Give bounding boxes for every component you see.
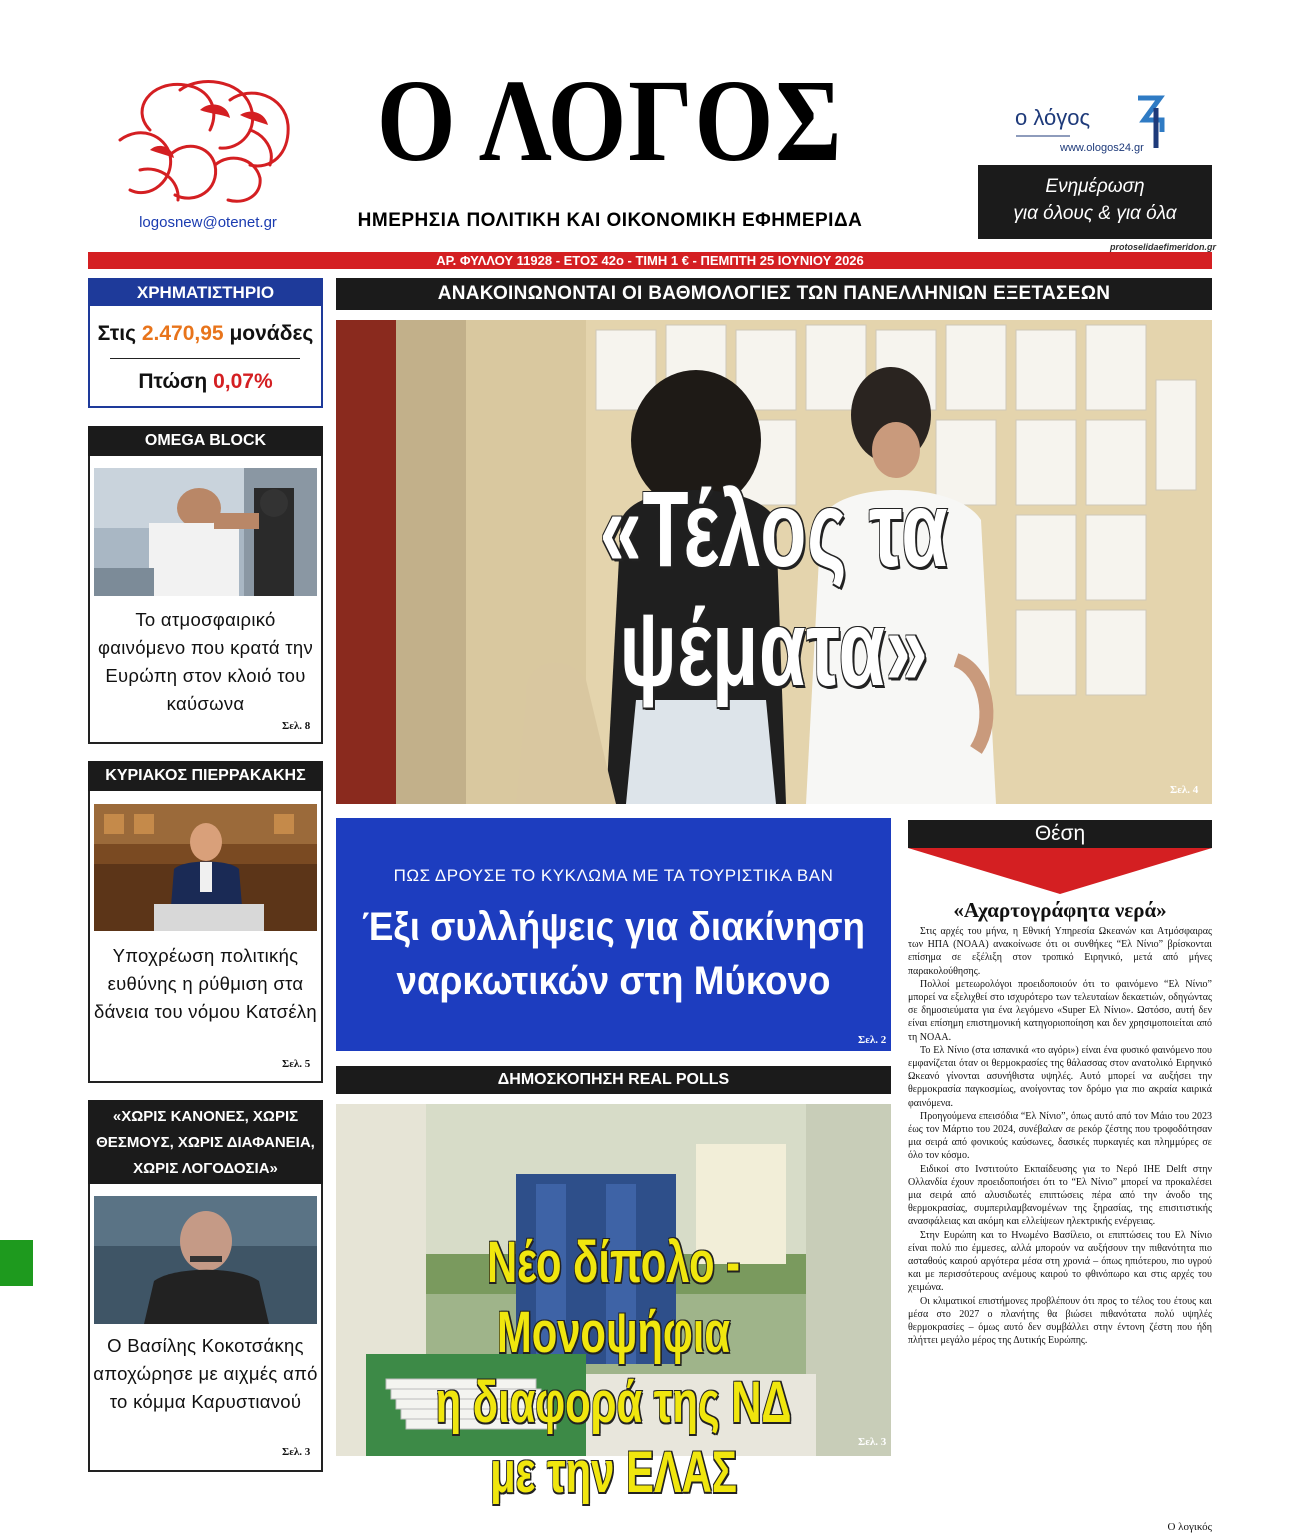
green-edge-tab: [0, 1240, 33, 1286]
tagline-line-1: Ενημέρωση: [1045, 176, 1145, 197]
poll-story-page: Σελ. 3: [858, 1436, 887, 1448]
newspaper-emblem: [110, 70, 300, 210]
stock-change-value: 0,07%: [213, 370, 273, 393]
opinion-paragraph: Στην Ευρώπη και το Ηνωμένο Βασίλειο, οι επιπτώσεις του Ελ Νίνιο είναι πολύ πιο έμμεσες, αλλά μπορούν να αυξήσουν την πιθανότητα πιο ασταθούς καιρού αργότερα μέσα στη χρονιά – όπως ηπιότερου, πιο υγρού και με περισσότερους ανέμους καιρού το φθινόπωρο και στις αρχές του χειμώνα.: [908, 1229, 1212, 1294]
blue-story-headline-line-2: ναρκωτικών στη Μύκονο: [396, 959, 831, 1003]
stock-index-line: [90, 322, 321, 346]
stock-index-value: 2.470,95: [141, 322, 224, 345]
opinion-paragraph: Στις αρχές του μήνα, η Εθνική Υπηρεσία Ωκεανών και Ατμόσφαιρας των ΗΠΑ (NOAA) ανακοίνωσε ότι οι συνθήκες “Ελ Νίνιο” βρίσκονται επίσημα σε εξέλιξη στον τροπικό Ειρηνικό, μετά από μήνες παρακολούθησης.: [908, 926, 1212, 977]
side-story-3-heading-line-2: ΘΕΣΜΟΥΣ, ΧΩΡΙΣ ΔΙΑΦΑΝΕΙΑ,: [96, 1134, 315, 1151]
opinion-paragraph: Ειδικοί στο Ινστιτούτο Εκπαίδευσης για το Νερό IHE Delft στην Ολλανδία έχουν προειδοποιήσει ότι το “Ελ Νίνιο” μπορεί να προκαλέσει μια σειρά από αλυσιδωτές επιπτώσεις πέρα από την άνοδο της θερμοκρασίας, συμπεριλαμβανομένων της ξηρασίας, της επισιτιστικής ανασφάλειας και ακόμη και ελλείψεων ηλεκτρικής ενέργειας.: [908, 1163, 1212, 1228]
side-story-1-photo[interactable]: [94, 468, 317, 596]
side-story-3-text: Ο Βασίλης Κοκοτσάκης αποχώρησε με αιχμές από το κόμμα Καρυστιανού: [93, 1335, 318, 1412]
opinion-title: «Αχαρτογράφητα νερά»: [953, 898, 1167, 922]
side-story-1-heading: OMEGA BLOCK: [88, 426, 323, 456]
blue-story-headline-line-1: Έξι συλλήψεις για διακίνηση: [361, 905, 866, 949]
source-watermark: protoselidaefimeridon.gr: [1110, 242, 1217, 252]
stock-change-prefix: Πτώση: [138, 370, 214, 393]
poll-story-heading: ΔΗΜΟΣΚΟΠΗΣΗ REAL POLLS: [336, 1066, 891, 1094]
blue-story-kicker: ΠΩΣ ΔΡΟΥΣΕ ΤΟ ΚΥΚΛΩΜΑ ΜΕ ΤΑ ΤΟΥΡΙΣΤΙΚΑ ΒΑΝ: [393, 866, 834, 885]
opinion-paragraph: Οι κλιματικοί επιστήμονες προβλέπουν ότι προς το τέλος του έτους και μέσα στο 2027 ο πλανήτης θα βιώσει πιθανότατα πολύ υψηλές θερμοκρασίες – όμως αυτό δεν συμβάλλει στην έντονη ζέστη που ήδη πλήττει μεγάλο μέρος της Δυτικής Ευρώπης.: [908, 1295, 1212, 1347]
blue-story-page: Σελ. 2: [858, 1034, 887, 1046]
stock-heading: ΧΡΗΜΑΤΙΣΤΗΡΙΟ: [90, 280, 321, 306]
contact-email[interactable]: logosnew@otenet.gr: [139, 214, 277, 231]
lead-story-heading: ΑΝΑΚΟΙΝΩΝΟΝΤΑΙ ΟΙ ΒΑΘΜΟΛΟΓΙΕΣ ΤΩΝ ΠΑΝΕΛΛΗΝΙΩΝ ΕΞΕΤΑΣΕΩΝ: [336, 278, 1212, 310]
issue-info: ΑΡ. ΦΥΛΛΟΥ 11928 - ΕΤΟΣ 42ο - ΤΙΜΗ 1 € - ΠΕΜΠΤΗ 25 ΙΟΥΝΙΟΥ 2026: [436, 253, 864, 268]
side-story-1-text: Το ατμοσφαιρικό φαινόμενο που κρατά την Ευρώπη στον κλοιό του καύσωνα: [97, 609, 314, 714]
blue-story-headline: [358, 900, 869, 1008]
side-story-2-page: Σελ. 5: [282, 1058, 311, 1070]
side-story-3-heading: [88, 1100, 323, 1184]
lead-story-page: Σελ. 4: [1170, 784, 1199, 796]
tagline-line-2: για όλους & για όλα: [1013, 203, 1177, 224]
side-story-3-photo[interactable]: [94, 1196, 317, 1324]
opinion-paragraph: Πολλοί μετεωρολόγοι προειδοποιούν ότι το φαινόμενο “Ελ Νίνιο” μπορεί να εξελιχθεί στο ισχυρότερο των τελευταίων δεκαετιών, οδηγώντας σε δημοσιεύματα για ένα λεγόμενο «Super Ελ Νίνιο». Ωστόσο, αυτή δεν είναι επίσημη επιστημονική κατηγοριοποίηση και δεν χρησιμοποιείται από τη NOAA.: [908, 978, 1212, 1043]
side-story-2-photo[interactable]: [94, 804, 317, 931]
stock-index-suffix: μονάδες: [223, 322, 314, 345]
newspaper-subtitle: ΗΜΕΡΗΣΙΑ ΠΟΛΙΤΙΚΗ ΚΑΙ ΟΙΚΟΝΟΜΙΚΗ ΕΦΗΜΕΡΙΔΑ: [357, 210, 863, 231]
side-story-2-text: Υποχρέωση πολιτικής ευθύνης η ρύθμιση στα δάνεια του νόμου Κατσέλη: [93, 945, 318, 1022]
side-story-3-heading-line-3: ΧΩΡΙΣ ΛΟΓΟΔΟΣΙΑ»: [133, 1160, 278, 1177]
side-story-1-page: Σελ. 8: [282, 720, 311, 732]
ologos24-url[interactable]: www.ologos24.gr: [1060, 142, 1144, 154]
poll-story-headline-line-1: Νέο δίπολο - Μονοψήφια: [486, 1230, 741, 1365]
tagline-box: [978, 165, 1212, 239]
ologos24-wordmark: ο λόγος: [1015, 105, 1091, 130]
opinion-paragraph: Προηγούμενα επεισόδια “Ελ Νίνιο”, όπως αυτό από τον Μάιο του 2023 έως τον Μάρτιο του 2024, συνέβαλαν σε ρεκόρ ζέστης που τροφοδότησαν μια σειρά από φονικούς καύσωνες, δασικές πυρκαγιές και πλημμύρες σε όλο τον κόσμο.: [908, 1110, 1212, 1162]
poll-story-headline-line-2: η διαφορά της ΝΔ με την ΕΛΑΣ: [435, 1370, 792, 1505]
side-story-3-page: Σελ. 3: [282, 1446, 311, 1458]
opinion-paragraph: Το Ελ Νίνιο (στα ισπανικά «το αγόρι») είναι ένα φυσικό φαινόμενο που εμφανίζεται όταν οι θερμοκρασίες της θάλασσας στον ανατολικό Ειρηνικό Ωκεανό γίνονται ασυνήθιστα υψηλές. Αυτό μπορεί να αυξήσει την θερμοκρασία παγκοσμίως, ανοίγοντας τον δρόμο για πιο ακραία καιρικά φαινόμενα.: [908, 1044, 1212, 1109]
stock-divider: [110, 358, 300, 359]
poll-story-headline: [414, 1228, 814, 1508]
lead-story-headline: «Τέλος τα ψέματα»: [599, 468, 949, 708]
opinion-section-bar: Θέση: [908, 820, 1212, 848]
stock-change-line: [90, 370, 321, 394]
opinion-section-arrow: [908, 848, 1212, 894]
newspaper-title: Ο ΛΟΓΟΣ: [376, 55, 844, 186]
side-story-2-heading: ΚΥΡΙΑΚΟΣ ΠΙΕΡΡΑΚΑΚΗΣ: [88, 761, 323, 791]
side-story-3-heading-line-1: «ΧΩΡΙΣ ΚΑΝΟΝΕΣ, ΧΩΡΙΣ: [112, 1108, 299, 1125]
stock-index-prefix: Στις: [97, 322, 142, 345]
opinion-body: [908, 925, 1212, 1348]
opinion-signature: Ο λογικός: [1167, 1521, 1212, 1533]
